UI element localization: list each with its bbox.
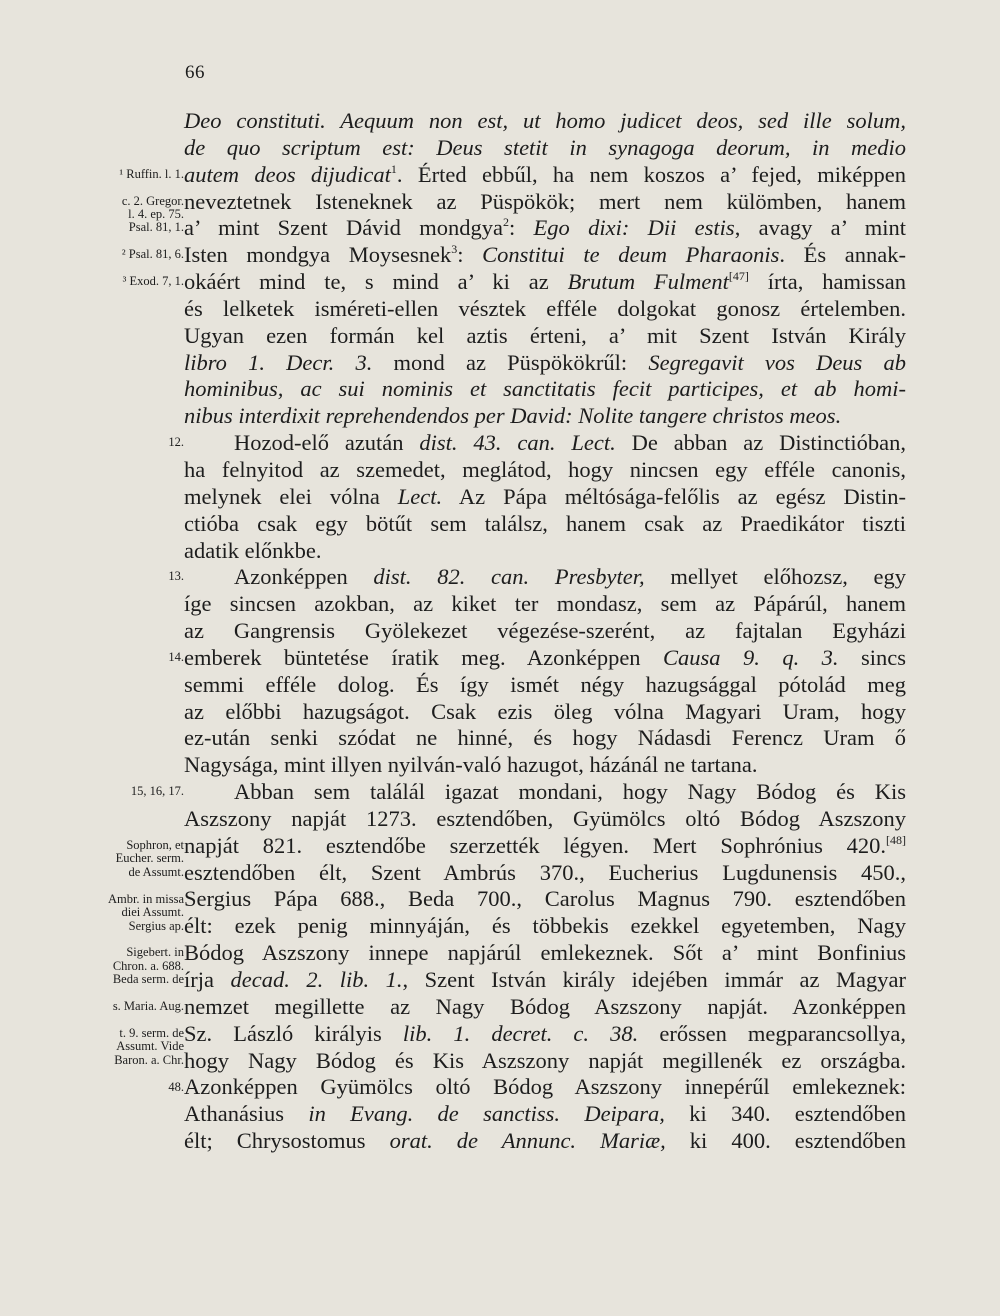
text-segment: írta, hamissan: [748, 269, 906, 295]
text-segment: Ugyan ezen formán kel aztis érteni, a’ mit Szent István Király: [184, 322, 906, 348]
text-line: [184, 940, 906, 967]
text-segment: ha felnyitod az szemedet, meglátod, hogy nincsen egy efféle canonis,: [184, 456, 906, 482]
margin-note-line: 48.: [168, 1079, 184, 1094]
margin-note-line: ³ Exod. 7, 1.: [122, 274, 184, 289]
margin-note-line: Assumt. Vide: [116, 1039, 184, 1054]
text-segment: esztendőben élt, Szent Ambrús 370., Eucherius Lugdunensis 450.,: [184, 859, 906, 885]
footnote-marker: 3: [451, 242, 458, 257]
margin-note: [113, 1000, 184, 1014]
footnote-marker: [47]: [728, 269, 749, 284]
margin-note: [113, 946, 184, 973]
margin-note-line: t. 9. serm. de: [119, 1025, 184, 1040]
text-line: [184, 806, 906, 833]
text-line: [184, 484, 906, 511]
text-segment: , avagy a’ mint: [734, 215, 906, 241]
text-segment: az előbbi hazugságot. Csak ezis öleg vólna Magyari Uram, hogy: [184, 698, 906, 724]
text-segment: mond az Püspökökrűl:: [372, 349, 649, 375]
footnote-marker: 1: [390, 161, 397, 176]
margin-note-line: Ambr. in missa: [107, 891, 184, 906]
text-segment: Abban sem találál igazat mondani, hogy Nagy Bódog és Kis: [234, 779, 906, 805]
margin-note-line: Baron. a. Chr.: [114, 1052, 184, 1067]
text-segment: élt: ezek penig minnyáján, és többekis ezekkel egyetemben, Nagy: [184, 913, 906, 939]
text-line: [184, 135, 906, 162]
margin-note: [129, 221, 184, 235]
text-line: [184, 242, 906, 269]
margin-note-line: l. 4. ep. 75.: [128, 207, 184, 222]
footnote-marker: 2: [502, 215, 509, 230]
text-segment: dist. 82. can. Presbyter,: [373, 564, 645, 590]
margin-note: [123, 275, 184, 289]
margin-note-line: ² Psal. 81, 6.: [121, 247, 184, 262]
text-segment: nemzet megillette az Nagy Bódog Aszszony napját. Azonképpen: [184, 993, 906, 1019]
text-segment: in Evang. de sanctiss. Deipara,: [308, 1101, 665, 1127]
margin-note: [168, 1081, 184, 1095]
text-segment: :: [508, 215, 534, 241]
text-segment: Azonképpen: [234, 564, 374, 590]
body-text: [184, 108, 906, 1155]
text-segment: Lect.: [397, 483, 443, 509]
text-segment: Causa 9. q. 3.: [663, 644, 839, 670]
text-segment: a’ mint Szent Dávid mondgya: [184, 215, 503, 241]
margin-note: [108, 893, 184, 920]
margin-note: [116, 839, 184, 880]
text-line: [184, 538, 906, 565]
text-line: [184, 1048, 906, 1075]
text-segment: Azonképpen Gyümölcs oltó Bódog Aszszony innepérűl emlekeznek:: [184, 1074, 906, 1100]
margin-note: [131, 785, 184, 799]
text-segment: ki 340. esztendőben: [664, 1101, 906, 1127]
text-segment: autem deos dijudicat: [184, 161, 391, 187]
text-line: [184, 752, 906, 779]
text-line: [184, 779, 906, 806]
text-segment: De abban az Distinctióban,: [615, 430, 906, 456]
text-line: [184, 860, 906, 887]
text-segment: Az Pápa méltósága-felőlis az egész Distin-: [442, 483, 906, 509]
text-line: [184, 1101, 906, 1128]
text-segment: melynek elei vólna: [184, 483, 398, 509]
text-segment: Isten mondgya Moysesnek: [184, 242, 452, 268]
text-line: [184, 913, 906, 940]
text-line: [184, 296, 906, 323]
margin-note: [122, 195, 184, 222]
margin-note-line: Chron. a. 688.: [112, 958, 184, 973]
text-segment: napját 821. esztendőbe szerzették légyen. Mert Sophrónius 420.: [184, 832, 886, 858]
text-segment: nibus interdixit reprehendendos per David: Nolite tangere christos meos.: [184, 403, 842, 429]
text-line: [184, 215, 906, 242]
text-line: [184, 1021, 906, 1048]
margin-note-line: 12.: [168, 435, 184, 450]
text-line: [184, 725, 906, 752]
text-segment: és lelketek isméreti-ellen vésztek efféle dolgokat gonosz értelemben.: [184, 295, 906, 321]
text-segment: mellyet előhozsz, egy: [644, 564, 907, 590]
margin-note-line: de Assumt.: [128, 864, 184, 879]
text-segment: írja: [184, 967, 231, 992]
text-segment: hominibus, ac sui nominis et sanctitatis fecit participes, et ab homi-: [184, 376, 906, 402]
text-line: [184, 645, 906, 672]
text-segment: sincs: [838, 644, 907, 670]
text-segment: . És annak-: [779, 242, 907, 268]
margin-note-line: Sigebert. in: [126, 945, 184, 960]
margin-note-line: Psal. 81, 1.: [128, 220, 184, 235]
text-line: [184, 994, 906, 1021]
text-line: [184, 699, 906, 726]
margin-note-line: Sophron, et: [126, 837, 184, 852]
text-line: [184, 511, 906, 538]
text-segment: Segregavit vos Deus ab: [648, 349, 906, 375]
text-segment: libro 1. Decr. 3.: [184, 349, 373, 375]
text-segment: erőssen megparancsollya,: [638, 1020, 906, 1046]
margin-note: [116, 1027, 184, 1054]
text-segment: Hozod-elő azután: [234, 430, 420, 456]
margin-note-line: Eucher. serm.: [115, 851, 184, 866]
text-line: [184, 376, 906, 403]
margin-note-line: 13.: [168, 569, 184, 584]
margin-note: [168, 651, 184, 665]
text-line: [184, 269, 906, 296]
text-line: [184, 886, 906, 913]
margin-note-line: c. 2. Gregor.: [121, 193, 184, 208]
margin-note: [119, 168, 184, 182]
text-segment: ctióba csak egy bötűt sem találsz, hanem csak az Praedikátor tiszti: [184, 510, 906, 536]
margin-note-line: ¹ Ruffin. l. 1.: [119, 166, 184, 181]
text-segment: Sz. László királyis: [184, 1020, 403, 1046]
text-segment: :: [457, 242, 483, 268]
text-line: [184, 1074, 906, 1101]
text-segment: emberek büntetése íratik meg. Azonképpen: [184, 644, 664, 670]
margin-note-line: 14.: [168, 650, 184, 664]
margin-note-line: Sergius ap.: [128, 918, 184, 933]
text-segment: neveztetnek Isteneknek az Püspökök; mert nem külömben, hanem: [184, 188, 906, 214]
text-segment: élt; Chrysostomus: [184, 1128, 390, 1154]
text-segment: okáért mind te, s mind a’ ki az: [184, 269, 568, 295]
margin-note-line: s. Maria. Aug.: [112, 999, 184, 1014]
margin-note: [168, 436, 184, 450]
text-segment: hogy Nagy Bódog és Kis Aszszony napját megillenék ez országba.: [184, 1047, 906, 1073]
text-line: [184, 967, 906, 994]
text-segment: Ego dixi: Dii estis: [533, 215, 735, 241]
margin-note: [113, 973, 184, 987]
text-segment: íge sincsen azokban, az kiket ter mondasz, sem az Pápárúl, hanem: [184, 591, 906, 617]
text-line: [184, 403, 906, 430]
text-segment: orat. de Annunc. Mariæ,: [389, 1128, 666, 1154]
text-segment: Constitui te deum Pharaonis: [482, 242, 780, 268]
text-segment: Deo constituti. Aequum non est, ut homo judicet deos, sed ille solum,: [184, 108, 906, 133]
text-segment: az Gangrensis Gyölekezet végezése-szerént, az fajtalan Egyházi: [184, 618, 906, 644]
text-segment: lib. 1. decret. c. 38.: [402, 1020, 639, 1046]
margin-note-line: diei Assumt.: [121, 905, 184, 920]
text-line: [184, 430, 906, 457]
text-segment: de quo scriptum est: Deus stetit in synagoga deorum, in medio: [184, 134, 906, 160]
margin-note: [129, 920, 184, 934]
text-segment: Brutum Fulment: [567, 269, 729, 295]
text-segment: dist. 43. can. Lect.: [419, 430, 616, 456]
text-line: [184, 189, 906, 216]
text-line: [184, 162, 906, 189]
text-line: [184, 591, 906, 618]
text-line: [184, 672, 906, 699]
text-segment: Nagysága, mint illyen nyilván-való hazugot, házánál ne tartana.: [184, 752, 758, 778]
text-line: [184, 618, 906, 645]
margin-note: [122, 248, 184, 262]
text-line: [184, 108, 906, 135]
page-number: 66: [185, 62, 205, 83]
text-line: [184, 833, 906, 860]
text-segment: , Szent István király idejében immár az Magyar: [402, 967, 907, 992]
margin-note-line: Beda serm. de: [112, 972, 184, 987]
text-segment: adatik előnkbe.: [184, 537, 322, 563]
footnote-marker: [48]: [886, 832, 906, 847]
text-segment: Sergius Pápa 688., Beda 700., Carolus Magnus 790. esztendőben: [184, 886, 906, 912]
text-segment: ez-után senki szódat ne hinné, és hogy Nádasdi Ferencz Uram ő: [184, 725, 906, 751]
text-segment: semmi efféle dolog. És így ismét négy hazugsággal pótolád meg: [184, 671, 906, 697]
text-segment: decad. 2. lib. 1.: [230, 967, 403, 992]
text-line: [184, 457, 906, 484]
text-line: [184, 564, 906, 591]
text-segment: ki 400. esztendőben: [665, 1128, 906, 1154]
text-segment: Aszszony napját 1273. esztendőben, Gyümölcs oltó Bódog Aszszony: [184, 805, 906, 831]
text-line: [184, 1128, 906, 1155]
text-segment: . Érted ebbűl, ha nem koszos a’ fejed, miképpen: [396, 161, 906, 187]
margin-note: [114, 1054, 184, 1068]
text-line: [184, 350, 906, 377]
margin-note: [168, 570, 184, 584]
text-segment: Athanásius: [184, 1101, 309, 1127]
text-segment: Bódog Aszszony innepe napjárúl emlekeznek. Sőt a’ mint Bonfinius: [184, 940, 906, 966]
margin-note-line: 15, 16, 17.: [130, 784, 184, 799]
text-line: [184, 323, 906, 350]
